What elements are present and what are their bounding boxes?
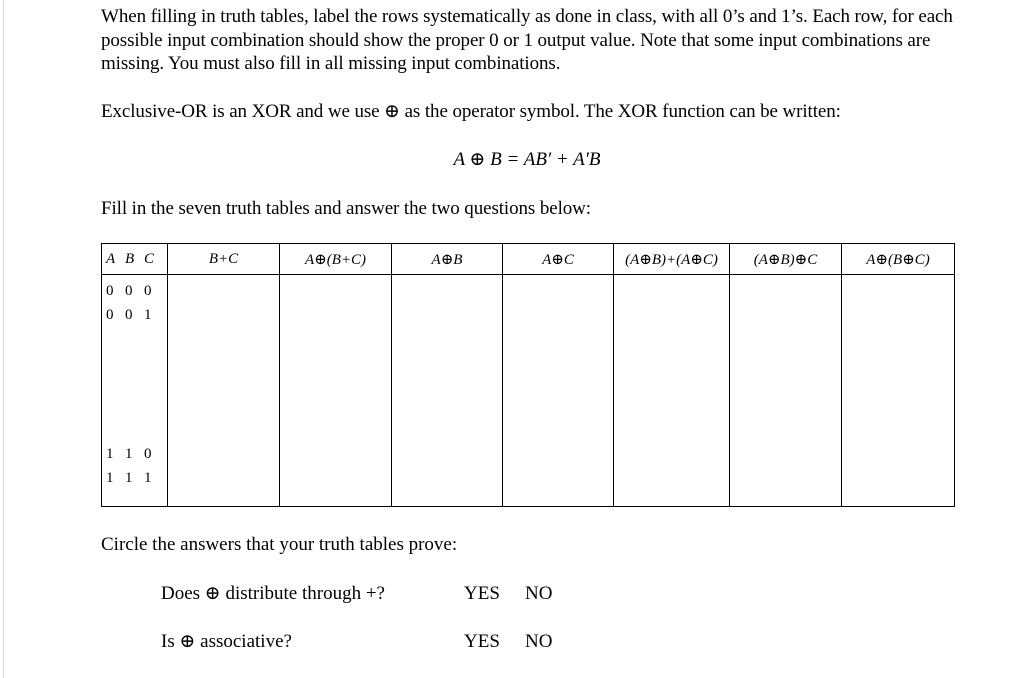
questions-heading: Circle the answers that your truth tables prove: (101, 534, 458, 555)
input-values (102, 275, 168, 507)
input-row-111 (102, 466, 167, 490)
answer-cell-a-xor-b-or-c[interactable] (280, 275, 392, 507)
xor-formula: A ⊕ B = AB′ + A′B (453, 149, 601, 170)
header-b-or-c: B+C (168, 244, 280, 275)
question-associative: Is ⊕ associative? (161, 631, 292, 652)
instructions-paragraph-1: When filling in truth tables, label the rows systematically as done in class, with all 0’s and 1’s. Each row, for each possible input combination should show the proper 0 or 1 output value. Note that some input combinations are missing. You must also fill in all missing input combinations. (101, 6, 953, 74)
input-row-000 (102, 279, 167, 303)
input-bit: 0 (144, 282, 152, 299)
question-distribute: Does ⊕ distribute through +? (161, 583, 385, 604)
input-bit: 0 (125, 306, 133, 323)
input-row-110 (102, 442, 167, 466)
input-bit: 1 (144, 469, 152, 486)
answer-cell-axorb-xor-c[interactable] (730, 275, 842, 507)
input-bit: 0 (106, 282, 114, 299)
input-bit: 1 (125, 445, 133, 462)
header-input-c: C (144, 250, 155, 267)
answer-cell-a-xor-bxorc[interactable] (842, 275, 955, 507)
instructions-paragraph-2: Exclusive-OR is an XOR and we use ⊕ as the operator symbol. The XOR function can be written: (101, 101, 841, 122)
instructions-paragraph-3: Fill in the seven truth tables and answer the two questions below: (101, 198, 591, 219)
answer-cell-a-xor-c[interactable] (503, 275, 614, 507)
answer-cell-a-xor-b[interactable] (392, 275, 503, 507)
input-bit: 1 (106, 469, 114, 486)
answer-cell-b-or-c[interactable] (168, 275, 280, 507)
truth-table (101, 243, 955, 507)
page-edge (3, 0, 4, 678)
answer-cell-axorb-or-axorc[interactable] (614, 275, 730, 507)
distribute-no-option[interactable]: NO (525, 583, 553, 604)
associative-yes-option[interactable]: YES (464, 631, 500, 652)
header-input-a: A (106, 250, 116, 267)
input-bit: 1 (125, 469, 133, 486)
header-a-xor-c: A⊕C (503, 244, 614, 275)
header-axorb-or-axorc: (A⊕B)+(A⊕C) (614, 244, 730, 275)
input-bit: 1 (144, 306, 152, 323)
input-bit: 1 (106, 445, 114, 462)
header-input-b: B (125, 250, 135, 267)
distribute-yes-option[interactable]: YES (464, 583, 500, 604)
header-a-xor-b-or-c: A⊕(B+C) (280, 244, 392, 275)
input-bit: 0 (144, 445, 152, 462)
input-bit: 0 (106, 306, 114, 323)
header-axorb-xor-c: (A⊕B)⊕C (730, 244, 842, 275)
header-a-xor-b: A⊕B (392, 244, 503, 275)
input-bit: 0 (125, 282, 133, 299)
associative-no-option[interactable]: NO (525, 631, 553, 652)
header-a-xor-bxorc: A⊕(B⊕C) (842, 244, 955, 275)
header-inputs (102, 244, 168, 275)
input-row-001 (102, 303, 167, 327)
